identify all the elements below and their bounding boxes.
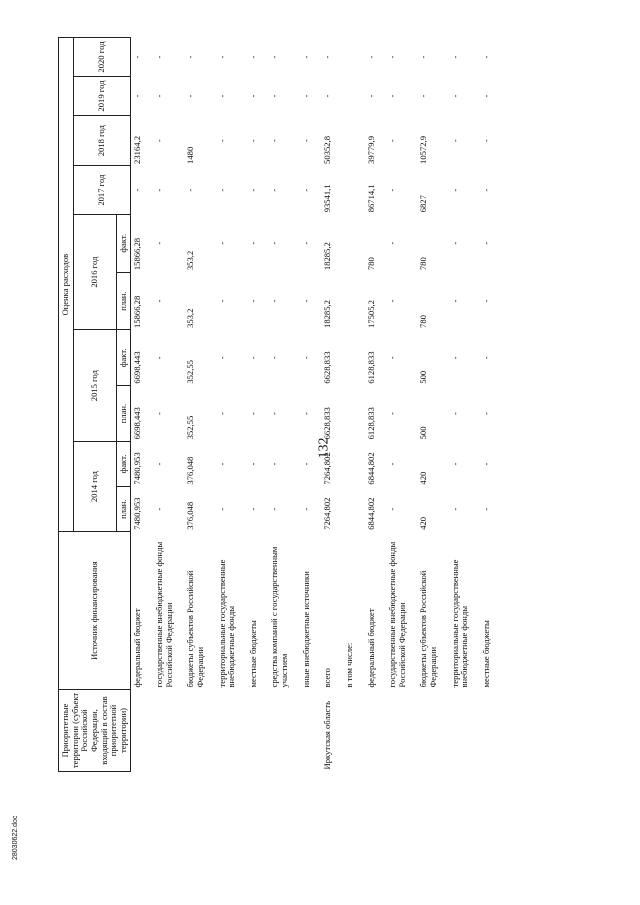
value-cell: 353,2 — [185, 308, 196, 328]
fact-header: факт. — [116, 214, 131, 272]
value-cell: - — [132, 55, 143, 59]
value-cell: - — [269, 412, 280, 415]
table-row — [449, 38, 472, 772]
value-cell: - — [480, 188, 491, 192]
value-cell: - — [387, 412, 398, 415]
table-row — [247, 38, 261, 772]
table-row — [153, 38, 176, 772]
value-cell: - — [269, 55, 280, 59]
value-cell: - — [216, 507, 227, 511]
value-cell — [343, 214, 357, 272]
value-cell: 6628,833 — [322, 407, 333, 440]
value-cell: - — [216, 241, 227, 245]
value-cell: 86714,1 — [365, 184, 376, 213]
page-number: 132 — [316, 437, 332, 459]
value-cell: 353,2 — [185, 250, 196, 271]
source-cell: местные бюджеты — [480, 620, 491, 688]
source-cell: в том числе: — [343, 642, 354, 688]
table-row — [321, 38, 335, 772]
value-cell: - — [480, 139, 491, 143]
value-cell: - — [418, 94, 429, 98]
territory-cell — [131, 690, 145, 772]
value-cell: - — [154, 241, 164, 245]
year-2018-header: 2018 год — [73, 115, 131, 165]
value-cell: - — [449, 299, 460, 303]
value-cell: - — [154, 94, 164, 98]
table-body — [131, 38, 494, 772]
table-row — [184, 38, 207, 772]
value-cell: - — [387, 356, 398, 360]
value-cell: 10572,9 — [418, 136, 429, 164]
value-cell: - — [387, 188, 398, 192]
table-row — [300, 38, 314, 772]
value-cell — [343, 386, 357, 442]
value-cell: - — [387, 299, 398, 303]
value-cell: 376,048 — [185, 501, 196, 530]
value-cell: 6827 — [418, 195, 429, 213]
value-cell: - — [449, 241, 460, 245]
source-cell: всего — [322, 668, 333, 688]
value-cell: - — [247, 241, 258, 245]
value-cell: - — [269, 507, 280, 511]
territory-cell — [216, 690, 239, 772]
value-cell: 352,55 — [185, 360, 196, 384]
source-header: Источник финансирования — [59, 532, 131, 690]
year-2015-header: 2015 год — [73, 330, 116, 441]
value-cell: - — [269, 356, 280, 360]
value-cell: 6844,802 — [365, 452, 376, 485]
value-cell — [343, 38, 357, 77]
table-row — [417, 38, 440, 772]
value-cell: - — [216, 139, 227, 143]
value-cell: - — [480, 412, 491, 415]
value-cell — [343, 487, 357, 532]
value-cell: - — [247, 55, 258, 59]
table-row — [268, 38, 291, 772]
value-cell: - — [132, 188, 143, 192]
plan-header: план. — [116, 487, 131, 532]
value-cell: - — [480, 299, 491, 303]
value-cell: 6698,443 — [132, 351, 143, 384]
value-cell: - — [480, 241, 491, 245]
territory-cell — [480, 690, 494, 772]
value-cell: - — [269, 241, 280, 245]
value-cell: 6844,802 — [365, 497, 376, 530]
value-cell: 15866,28 — [132, 295, 143, 328]
territory-cell — [449, 690, 472, 772]
value-cell: 6698,443 — [132, 407, 143, 440]
value-cell: - — [300, 241, 311, 245]
financing-table — [58, 37, 494, 772]
value-cell: - — [300, 94, 311, 98]
document-filename: 28030622.doc — [12, 815, 19, 860]
value-cell: 376,048 — [185, 456, 196, 485]
value-cell: - — [216, 55, 227, 59]
territory-cell — [184, 690, 207, 772]
rotated-table-page — [58, 37, 568, 772]
value-cell: - — [247, 462, 258, 466]
value-cell: - — [418, 55, 429, 59]
value-cell: - — [449, 507, 460, 511]
value-cell — [343, 272, 357, 330]
value-cell: - — [365, 55, 376, 59]
value-cell: - — [269, 94, 280, 98]
value-cell: - — [387, 241, 398, 245]
value-cell: - — [269, 139, 280, 143]
source-cell: федеральный бюджет — [365, 608, 376, 688]
table-row — [131, 38, 145, 772]
value-cell: 7480,953 — [132, 497, 143, 530]
fact-header: факт. — [116, 330, 131, 386]
value-cell: - — [132, 94, 143, 98]
value-cell: 500 — [418, 426, 429, 440]
value-cell: - — [300, 507, 311, 511]
value-cell: - — [449, 94, 460, 98]
table-row — [343, 38, 357, 772]
value-cell: - — [154, 139, 164, 143]
value-cell: - — [247, 188, 258, 192]
value-cell: - — [154, 55, 164, 59]
value-cell: - — [387, 94, 398, 98]
value-cell: 7264,802 — [322, 452, 333, 485]
value-cell: - — [269, 462, 280, 466]
value-cell: 6128,833 — [365, 351, 376, 384]
value-cell: - — [300, 139, 311, 143]
value-cell: - — [480, 462, 491, 466]
territory-cell — [300, 690, 314, 772]
value-cell: - — [480, 94, 491, 98]
value-cell: - — [480, 356, 491, 360]
value-cell: 780 — [418, 257, 429, 271]
value-cell: - — [216, 94, 227, 98]
value-cell: - — [269, 299, 280, 303]
year-2017-header: 2017 год — [73, 166, 131, 214]
value-cell: - — [449, 55, 460, 59]
plan-header: план. — [116, 272, 131, 330]
territory-header: Приоритетные территории (субъект Российской Федерации, входящий в состав приоритетной территории) — [59, 690, 131, 772]
value-cell: - — [154, 412, 164, 415]
value-cell: - — [449, 412, 460, 415]
value-cell: - — [322, 55, 333, 59]
territory-cell: Иркутская область — [322, 700, 333, 770]
territory-cell — [247, 690, 261, 772]
source-cell: бюджеты субъектов Российской Федерации — [418, 570, 438, 688]
estimate-header: Оценка расходов — [59, 38, 74, 532]
value-cell: - — [216, 462, 227, 466]
year-2014-header: 2014 год — [73, 441, 116, 531]
territory-cell — [365, 690, 379, 772]
value-cell: 780 — [365, 257, 376, 271]
value-cell: - — [300, 412, 311, 415]
value-cell: 1480 — [185, 146, 196, 164]
value-cell: - — [300, 356, 311, 360]
value-cell: - — [154, 356, 164, 360]
table-row — [216, 38, 239, 772]
value-cell: 93541,1 — [322, 184, 333, 213]
value-cell: - — [247, 356, 258, 360]
table-row — [365, 38, 379, 772]
value-cell: 7480,953 — [132, 452, 143, 485]
territory-cell — [268, 690, 291, 772]
year-2016-header: 2016 год — [73, 214, 116, 330]
value-cell: - — [387, 507, 398, 511]
value-cell: - — [154, 299, 164, 303]
value-cell: - — [185, 188, 196, 192]
value-cell: 18285,2 — [322, 242, 333, 271]
value-cell: 500 — [418, 370, 429, 384]
value-cell: - — [269, 188, 280, 192]
value-cell: 50352,8 — [322, 136, 333, 164]
source-cell: местные бюджеты — [247, 620, 258, 688]
value-cell: 18285,2 — [322, 300, 333, 328]
value-cell: - — [154, 188, 164, 192]
value-cell: - — [449, 462, 460, 466]
value-cell: - — [247, 139, 258, 143]
plan-header: план. — [116, 386, 131, 442]
value-cell: 420 — [418, 516, 429, 530]
value-cell: 23164,2 — [132, 136, 143, 164]
value-cell — [343, 77, 357, 116]
source-cell: федеральный бюджет — [132, 608, 143, 688]
value-cell: - — [480, 55, 491, 59]
table-row — [386, 38, 409, 772]
source-cell: государственные внебюджетные фонды Российской Федерации — [154, 541, 174, 688]
value-cell — [343, 330, 357, 386]
value-cell: - — [216, 412, 227, 415]
value-cell: - — [387, 139, 398, 143]
source-cell: территориальные государственные внебюджетные фонды — [449, 559, 470, 688]
table-row — [480, 38, 494, 772]
value-cell — [343, 441, 357, 486]
value-cell: - — [216, 299, 227, 303]
source-cell: территориальные государственные внебюджетные фонды — [216, 559, 237, 688]
value-cell: - — [247, 412, 258, 415]
source-cell: иные внебюджетные источники — [300, 571, 311, 688]
year-2019-header: 2019 год — [73, 77, 131, 116]
value-cell: 6628,833 — [322, 351, 333, 384]
value-cell: - — [216, 356, 227, 360]
year-2020-header: 2020 год — [73, 38, 131, 77]
value-cell: - — [185, 94, 196, 98]
territory-cell — [153, 690, 176, 772]
value-cell: - — [154, 507, 164, 511]
value-cell: - — [449, 139, 460, 143]
value-cell: - — [365, 94, 376, 98]
value-cell: - — [247, 507, 258, 511]
value-cell: - — [322, 94, 333, 98]
table-header — [59, 38, 131, 772]
value-cell: - — [185, 55, 196, 59]
value-cell: 15866,28 — [132, 237, 143, 271]
value-cell: - — [387, 55, 398, 59]
value-cell: 420 — [418, 471, 429, 485]
value-cell: - — [387, 462, 398, 466]
source-cell: средства компаний с государственным участием — [269, 546, 289, 688]
source-cell: бюджеты субъектов Российской Федерации — [185, 570, 205, 688]
value-cell: - — [300, 299, 311, 303]
fact-header: факт. — [116, 441, 131, 486]
value-cell: - — [449, 188, 460, 192]
value-cell: - — [247, 299, 258, 303]
value-cell: 17505,2 — [365, 300, 376, 328]
value-cell: - — [300, 462, 311, 466]
value-cell: 39779,9 — [365, 136, 376, 164]
value-cell: - — [300, 55, 311, 59]
value-cell: - — [154, 462, 164, 466]
value-cell — [343, 115, 357, 165]
value-cell: 352,55 — [185, 415, 196, 440]
value-cell — [343, 166, 357, 214]
territory-cell — [386, 690, 409, 772]
value-cell: 6128,833 — [365, 407, 376, 440]
value-cell: - — [300, 188, 311, 192]
value-cell: - — [449, 356, 460, 360]
value-cell: - — [247, 94, 258, 98]
value-cell: 780 — [418, 315, 429, 328]
territory-cell — [417, 690, 440, 772]
value-cell: - — [216, 188, 227, 192]
source-cell: государственные внебюджетные фонды Российской Федерации — [387, 541, 407, 688]
value-cell: 7264,802 — [322, 497, 333, 530]
value-cell: - — [480, 507, 491, 511]
territory-cell — [343, 690, 357, 772]
